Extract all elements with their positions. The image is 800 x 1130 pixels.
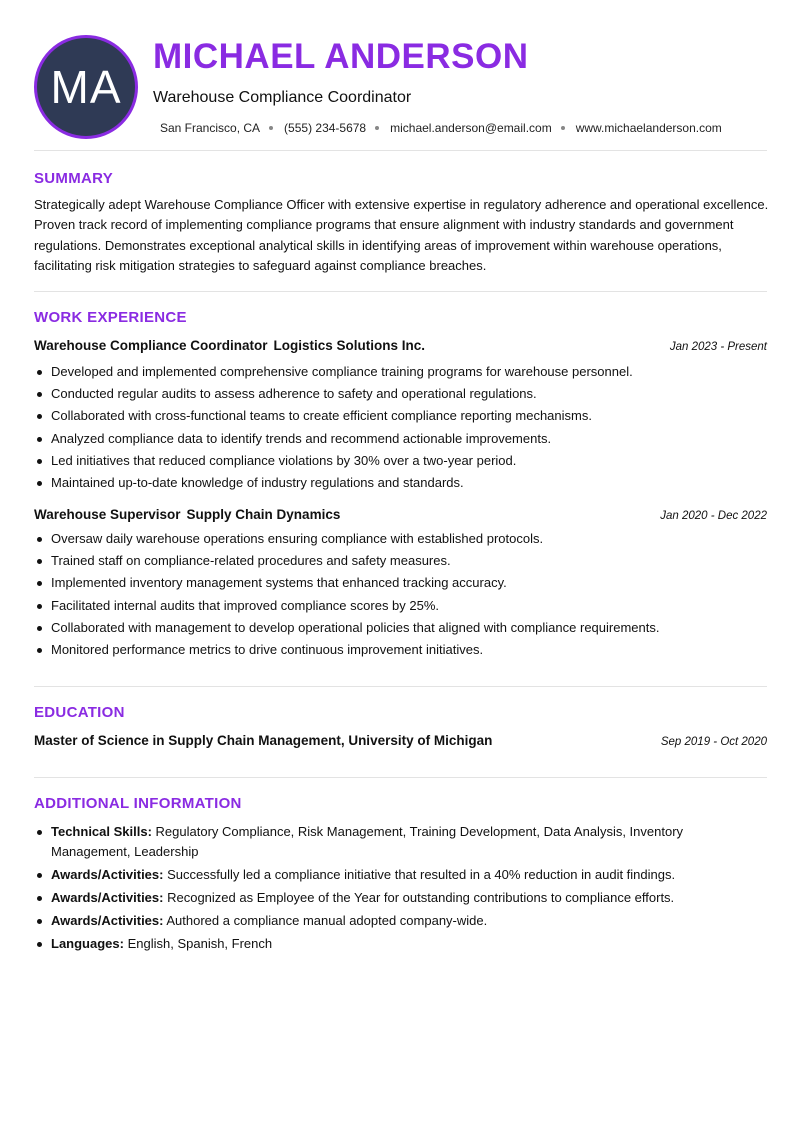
info-text: Authored a compliance manual adopted company-wide. xyxy=(166,912,488,928)
job-dates: Jan 2023 - Present xyxy=(669,341,767,353)
info-text: Regulatory Compliance, Risk Management, Training Development, Data Analysis, Inventory Management, Leadership xyxy=(51,824,684,859)
job-bullets xyxy=(34,528,767,661)
info-text: English, Spanish, French xyxy=(127,935,273,951)
additional-list xyxy=(34,822,734,957)
education-dates: Sep 2019 - Oct 2020 xyxy=(660,736,767,748)
list-item: Developed and implemented comprehensive compliance training programs for warehouse personnel. xyxy=(34,361,767,383)
job-header xyxy=(34,337,767,356)
section-title-additional: ADDITIONAL INFORMATION xyxy=(34,795,242,812)
job-company: Supply Chain Dynamics xyxy=(186,507,341,522)
info-label: Awards/Activities: xyxy=(51,866,164,882)
avatar xyxy=(34,35,138,139)
info-label: Awards/Activities: xyxy=(51,912,164,928)
contact-website[interactable]: www.michaelanderson.com xyxy=(575,121,722,135)
info-text: Successfully led a compliance initiative that resulted in a 40% reduction in audit findings. xyxy=(167,866,676,882)
list-item: Trained staff on compliance-related procedures and safety measures. xyxy=(34,550,767,572)
separator-dot-icon xyxy=(269,126,273,130)
section-title-experience: WORK EXPERIENCE xyxy=(34,309,187,326)
list-item: Analyzed compliance data to identify trends and recommend actionable improvements. xyxy=(34,428,767,450)
list-item xyxy=(34,911,734,931)
contact-bar xyxy=(160,120,722,136)
job-company: Logistics Solutions Inc. xyxy=(273,338,426,353)
list-item xyxy=(34,822,734,861)
info-label: Technical Skills: xyxy=(51,824,152,839)
job-role: Warehouse Compliance Coordinator xyxy=(34,338,268,353)
separator-dot-icon xyxy=(561,126,565,130)
list-item: Facilitated internal audits that improved compliance scores by 25%. xyxy=(34,595,767,617)
contact-email[interactable]: michael.anderson@email.com xyxy=(390,121,552,135)
education-degree: Master of Science in Supply Chain Management, University of Michigan xyxy=(34,733,493,748)
list-item: Conducted regular audits to assess adherence to safety and operational regulations. xyxy=(34,383,767,405)
summary-text: Strategically adept Warehouse Compliance Officer with extensive expertise in regulatory adherence and operational excellence. Proven track record of implementing compliance programs that ensure alignment with industry standards and government regulations. Demonstrates exceptional analytical skills in identifying areas of improvement within warehouse operations, facilitating risk mitigation strategies to safeguard against compliance breaches. xyxy=(34,197,769,273)
job-header xyxy=(34,506,767,525)
list-item: Oversaw daily warehouse operations ensuring compliance with established protocols. xyxy=(34,528,767,550)
section-title-summary: SUMMARY xyxy=(34,170,114,187)
divider xyxy=(34,291,767,292)
info-text: Recognized as Employee of the Year for outstanding contributions to compliance efforts. xyxy=(167,889,675,905)
list-item: Implemented inventory management systems that enhanced tracking accuracy. xyxy=(34,572,767,594)
job-title xyxy=(34,506,340,524)
contact-location: San Francisco, CA xyxy=(160,121,261,135)
avatar-initials: MA xyxy=(50,61,122,113)
divider xyxy=(34,686,767,687)
divider xyxy=(34,777,767,778)
job-title xyxy=(34,337,425,355)
contact-phone: (555) 234-5678 xyxy=(284,121,367,135)
divider xyxy=(34,150,767,151)
list-item xyxy=(34,934,734,954)
candidate-name: MICHAEL ANDERSON xyxy=(153,37,529,76)
job-dates: Jan 2020 - Dec 2022 xyxy=(660,510,767,522)
candidate-title: Warehouse Compliance Coordinator xyxy=(153,89,412,106)
info-label: Languages: xyxy=(51,935,124,951)
list-item: Collaborated with cross-functional teams to create efficient compliance reporting mechanisms. xyxy=(34,405,767,427)
list-item: Collaborated with management to develop operational policies that aligned with compliance requirements. xyxy=(34,617,767,639)
section-title-education: EDUCATION xyxy=(34,704,125,721)
list-item: Led initiatives that reduced compliance violations by 30% over a two-year period. xyxy=(34,450,767,472)
job-role: Warehouse Supervisor xyxy=(34,507,181,522)
separator-dot-icon xyxy=(375,126,379,130)
job-bullets xyxy=(34,361,767,494)
list-item: Monitored performance metrics to drive continuous improvement initiatives. xyxy=(34,639,767,661)
education-row xyxy=(34,732,767,751)
list-item xyxy=(34,888,734,908)
list-item xyxy=(34,865,734,885)
info-label: Awards/Activities: xyxy=(51,889,164,905)
list-item: Maintained up-to-date knowledge of industry regulations and standards. xyxy=(34,472,767,494)
